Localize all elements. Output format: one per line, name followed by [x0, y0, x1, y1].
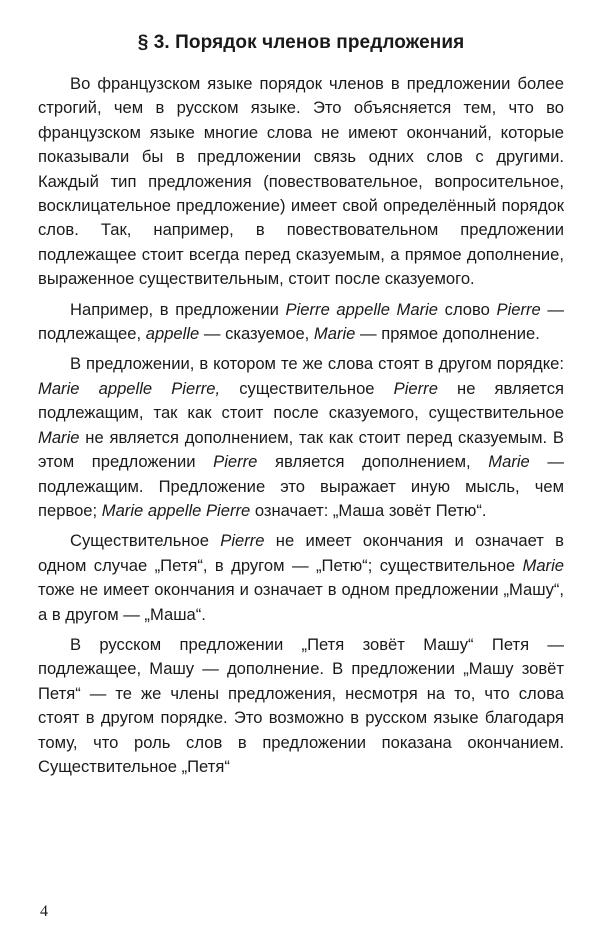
text-segment: — сказуемое,: [199, 324, 314, 344]
italic-phrase: Marie appelle Pierre,: [38, 378, 221, 398]
italic-phrase: Marie: [522, 555, 564, 575]
italic-phrase: Marie appelle Pierre: [101, 500, 251, 520]
text-segment: Существительное: [70, 531, 221, 551]
text-segment: — прямое дополнение.: [355, 324, 540, 344]
italic-phrase: appelle: [145, 324, 200, 344]
text-segment: — подлежащее,: [38, 299, 564, 344]
text-segment: В предложении, в котором те же слова стоят в другом порядке:: [70, 354, 564, 374]
text-segment: В русском предложении „Петя зовёт Машу“ Петя — подлежащее, Машу — дополнение. В предложении „Машу зовёт Петя“ — те же члены предложения, несмотря на то, что слова стоят в другом порядке. Это возможно в русском языке благодаря тому, что роль слов в предложении показана окончанием. Существительное „Петя“: [38, 634, 564, 776]
text-segment: является дополнением,: [257, 452, 489, 472]
italic-phrase: Pierre: [496, 299, 541, 319]
italic-phrase: Pierre: [213, 452, 258, 472]
paragraph: [38, 298, 564, 347]
text-segment: Например, в предложении: [70, 299, 286, 319]
italic-phrase: Marie: [38, 427, 80, 447]
paragraph: [38, 352, 564, 523]
text-segment: не является дополнением, так как стоит перед сказуемым. В этом предложении: [38, 427, 564, 472]
italic-phrase: Marie: [313, 324, 356, 344]
page-number: 4: [40, 903, 48, 920]
text-segment: не является подлежащим, так как стоит после сказуемого, существительное: [38, 378, 565, 423]
text-segment: — подлежащим. Предложение это выражает иную мысль, чем первое;: [38, 452, 564, 520]
body-text: [38, 72, 564, 779]
section-heading: § 3. Порядок членов предложения: [137, 32, 465, 53]
text-segment: слово: [438, 299, 497, 319]
italic-phrase: Marie: [488, 452, 530, 472]
paragraph: [38, 529, 564, 627]
text-segment: не имеет окончания и означает в одном случае „Петя“, в другом — „Петю“; существительное: [38, 531, 564, 575]
text-segment: Во французском языке порядок членов в предложении более строгий, чем в русском языке. Это объясняется тем, что во французском языке многие слова не имеют окончаний, которые показывали бы в предложении связь одних слов с другими. Каждый тип предложения (повествовательное, вопросительное, восклицательное предложение) имеет свой определённый порядок слов. Так, например, в повествовательном предложении подлежащее стоит всегда перед сказуемым, а прямое дополнение, выраженное существительным, стоит после сказуемого.: [38, 74, 564, 289]
italic-phrase: Pierre appelle Marie: [285, 299, 439, 319]
text-segment: существительное: [220, 378, 394, 398]
paragraph: [38, 633, 564, 779]
text-segment: тоже не имеет окончания и означает в одном предложении „Машу“, а в другом — „Маша“.: [38, 580, 564, 624]
text-segment: означает: „Маша зовёт Петю“.: [250, 500, 487, 520]
italic-phrase: Pierre: [220, 531, 265, 551]
italic-phrase: Pierre: [393, 378, 438, 398]
page-content: [38, 30, 564, 785]
paragraph: [38, 72, 564, 292]
